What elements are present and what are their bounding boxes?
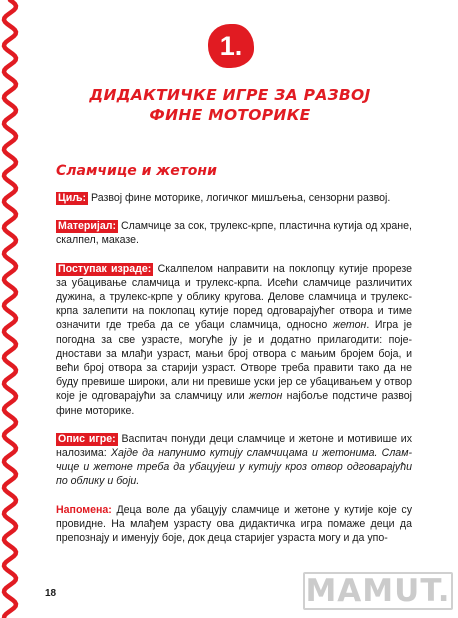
note-text: Деца воле да убацују сламчице и жетоне у кутије које су провидне. На млађем узрасту ова дидактичка игра помаже деци да препознају и именују боје, док деца старијег узраста могу и да упо-: [56, 503, 412, 545]
page-title-line-1: ДИДАКТИЧКЕ ИГРЕ ЗА РАЗВОЈ: [89, 86, 371, 104]
content-body: [56, 191, 412, 559]
goal-label: Циљ:: [58, 192, 87, 204]
section-title: Сламчице и жетони: [56, 163, 217, 179]
description-italic: Хајде да напунимо кутију сламчицама и жетонима. Сламчице и жетоне треба да убацујеш у кутију кроз отвор одговарајући по облику и боји.: [56, 447, 412, 488]
chapter-number-badge: 1.: [208, 24, 254, 68]
material-label: Материјал:: [58, 220, 117, 233]
description-text: Васпитач понуди деци сламчице и жетоне и мотивише их налозима:: [56, 432, 412, 460]
procedure-text-2: . Игра је погодна за све узрасте, могуће ју је и додатно прилагодити: поједностави за млађи узраст, мањи број отвора с мањим бројем боја, и већи број отвора за старији узраст. Отворе треба правити тако да не буду превише широки, али ни превише уски јер се убацивањем у отвор које је одговарајући за сламчицу или: [56, 319, 412, 403]
procedure-paragraph: [56, 262, 412, 418]
procedure-italic-2: жетон: [248, 390, 283, 403]
decorative-wave-border: [0, 0, 22, 618]
description-label: Опис игре:: [58, 432, 116, 445]
procedure-italic-1: жетон: [332, 319, 367, 332]
goal-paragraph: [56, 191, 412, 205]
description-paragraph: [56, 432, 412, 489]
procedure-text-1: Скалпелом направити на поклопцу кутије прорезе за убацивање сламчица и трулекс-крпа. Исећи сламчице различитих дужина, а трулекс-крпе у облику кругова. Делове сламчица и трулекс-крпа залепити на поклопац кутије поред одговарајућег отвора и тиме означити где треба да се убаци сламчица, односно: [56, 262, 412, 332]
page-title-line-2: ФИНЕ МОТОРИКЕ: [149, 106, 311, 124]
goal-text: Развој фине моторике, логичког мишљења, сензорни развој.: [88, 192, 391, 204]
procedure-label: Поступак израде:: [58, 262, 152, 275]
material-text: Сламчице за сок, трулекс-крпе, пластична кутија од хране, скалпел, маказе.: [56, 220, 412, 247]
page-number: 18: [45, 588, 57, 599]
watermark-logo: MAMUT.: [303, 572, 453, 610]
note-label: Напомена:: [56, 503, 112, 516]
note-paragraph: [56, 503, 412, 546]
procedure-text-3: најбоље подстиче развој фине моторике.: [56, 390, 412, 417]
material-paragraph: [56, 219, 412, 247]
